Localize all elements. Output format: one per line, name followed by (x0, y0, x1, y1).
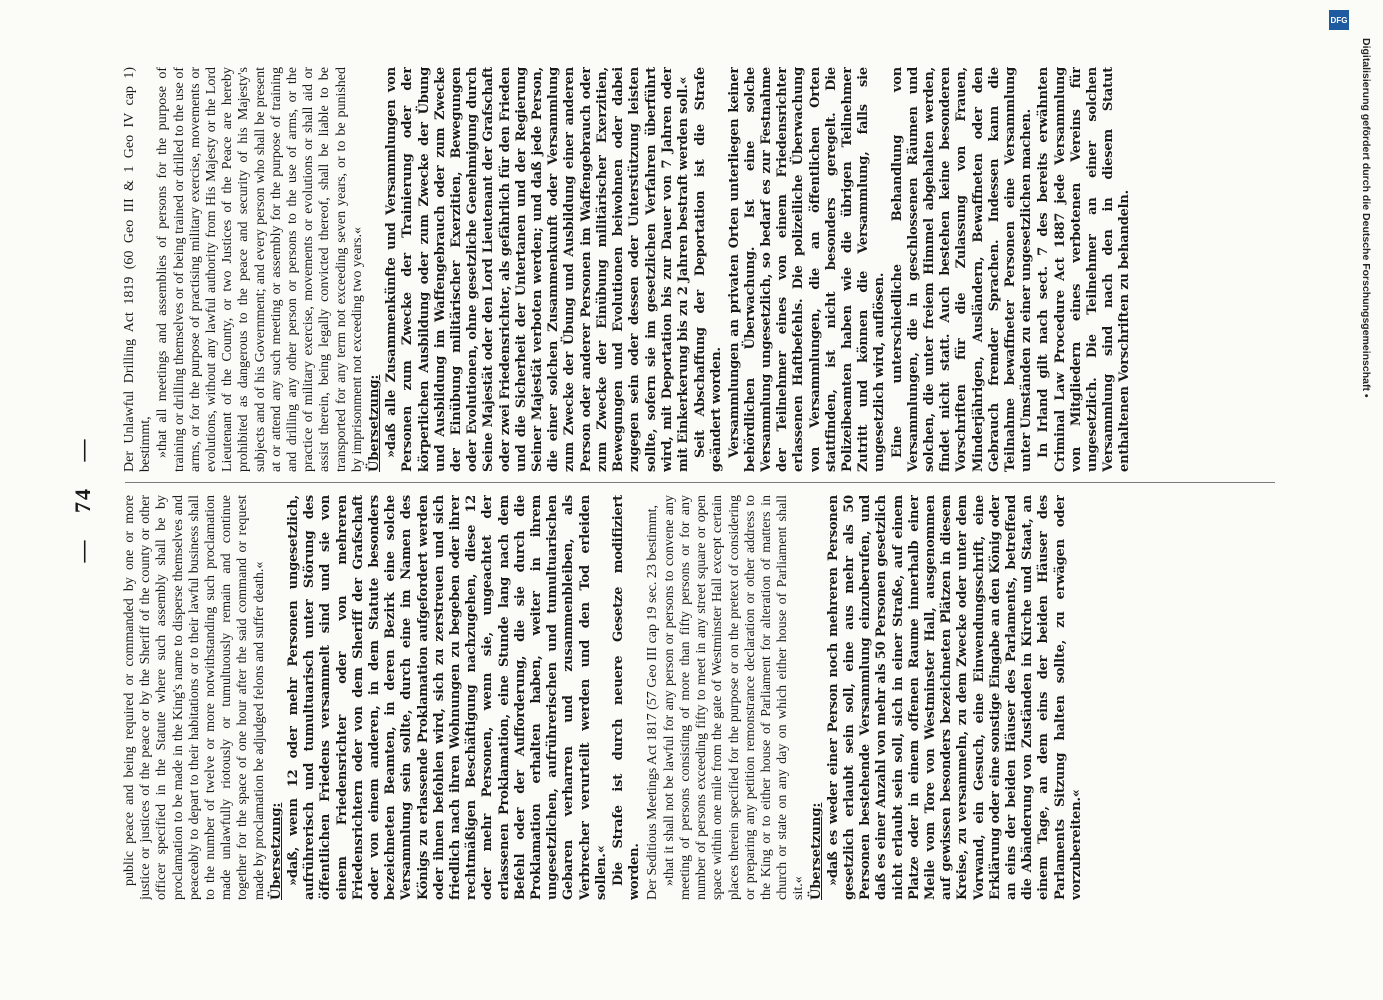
header-dash-left: — (70, 538, 95, 563)
page-header (70, 0, 110, 1000)
header-dash-right: — (70, 437, 95, 462)
column-divider (125, 482, 1275, 483)
translation-label: Übersetzung: (808, 802, 824, 900)
dfg-logo-text: DFG (1330, 15, 1348, 25)
page-number: 74 (70, 487, 95, 513)
text-paragraph: public peace and being required or commanded by one or more justice or justices of the peace or by the Sheriff of the county or other officer specified in the Statute where such assembly shall be by proclamation to be made in the King's name to disperse themselves and peaceably to depart to their habitations or to their lawful business shall to the number of twelve or more notwithstanding such proclamation made unlawfully riotously or tumultuously remain and continue together for the space of one hour after the said command or request made by proclamation be adjudged felons and suffer death.« (122, 495, 267, 900)
left-column (122, 495, 1282, 900)
text-paragraph: In Irland gilt nach sect. 7 des bereits erwähnten Criminal Law Procedure Act 1887 jede Versammlung von Mitgliedern eines verbotenen Vereins für ungesetzlich. Die Teilnehmer an einer solchen Versammlung sind nach den in diesem Statut enthaltenen Vorschriften zu behandeln. (1036, 67, 1133, 472)
text-paragraph: Versammlungen an privaten Orten unterliegen keiner behördlichen Überwachung. Ist eine solche Versammlung ungesetzlich, so bedarf es zur Festnahme der Teilnehmer eines von einem Friedensrichter erlassenen Haftbefehls. Die polizeiliche Überwachung von Versammlungen, die an öffentlichen Orten stattfinden, ist nicht besonders geregelt. Die Polizeibeamten haben wie die übrigen Teilnehmer Zutritt und können die Versammlung, falls sie ungesetzlich wird, auflösen. (726, 67, 888, 472)
text-paragraph: »daß, wenn 12 oder mehr Personen ungesetzlich, aufrührerisch und tumultuarisch unter Störung des öffentlichen Friedens versammelt sind und sie von einem Friedensrichter oder von mehreren Friedensrichtern oder von dem Sheriff der Grafschaft oder von einem anderen, in dem Statute besonders bezeichneten Beamten, in deren Bezirk eine solche Versammlung sein sollte, durch eine im Namen des Königs zu erlassende Proklamation aufgefordert werden oder ihnen befohlen wird, sich zu zerstreuen und sich friedlich nach ihren Wohnungen zu begeben oder ihrer rechtmäßigen Beschäftigung nachzugehen, diese 12 oder mehr Personen, wenn sie, ungeachtet der erlassenen Proklamation, eine Stunde lang nach dem Befehl oder der Aufforderung, die sie durch die Proklamation erhalten haben, weiter in ihrem ungesetzlichen, aufrührerischen und tumultuarischen Gebaren verharren und zusammenbleiben, als Verbrecher verurteilt werden und den Tod erleiden sollen.« (286, 495, 609, 900)
text-paragraph: Der Seditious Meetings Act 1817 (57 Geo III cap 19 sec. 23 bestimmt, (644, 504, 660, 900)
text-paragraph: »that all meetings and assemblies of persons for the purpose of training or drilling themselves or of being trained or drilled to the use of arms, or for the purpose of practising military exercise, movements or evolutions, without any lawful authority from His Majesty or the Lord Lieutenant of the County, or two Justices of the Peace are hereby prohibited as dangerous to the peace and security of his Majesty's subjects and of his Government; and every person who shall be present at or attend any such meeting or assembly for the purpose of training and drilling any other person or persons to the use of arms, or the practice of military exercise, movements or evolutions or shall aid or assist therein, being legally convicted thereof, shall be liable to be transported for any term not exceeding seven years, or to be punished by imprisonment not exceeding two years.« (155, 67, 365, 472)
text-paragraph: Eine unterschiedliche Behandlung von Versammlungen, die in geschlossenen Räumen und solchen, die unter freiem Himmel abgehalten werden, findet nicht statt. Auch bestehen keine besonderen Vorschriften für die Zulassung von Frauen, Minderjährigen, Ausländern, Bewaffneten oder den Gebrauch fremder Sprachen. Indessen kann die Teilnahme bewaffneter Personen eine Versammlung unter Umständen zu einer ungesetzlichen machen. (889, 67, 1035, 472)
text-paragraph: »that it shall not be lawful for any person or persons to convene any meeting of persons consisting of more than fifty persons or for any number of persons exceeding fifty to meet in any street square or open space within one mile from the gate of Westminster Hall except certain places therein specified for the purpose or on the pretext of considering or preparing any petition remonstrance declaration or other address to the King or to either house of Parliament for alteration of matters in church or state on any day on which either house of Parliament shall sit.« (661, 495, 807, 900)
text-paragraph: »daß es weder einer Person noch mehreren Personen gesetzlich erlaubt sein soll, eine aus mehr als 50 Personen bestehende Versammlung einzuberufen, und daß es einer Anzahl von mehr als 50 Personen gesetzlich nicht erlaubt sein soll, sich in einer Straße, auf einem Platze oder in einem offenen Raume innerhalb einer Meile vom Tore von Westminster Hall, ausgenommen auf gewissen besonders bezeichneten Plätzen in diesem Kreise, zu versammeln, zu dem Zwecke oder unter dem Vorwand, ein Gesuch, eine Einwendungsschrift, eine Erklärung oder eine sonstige Eingabe an den König oder an eins der beiden Häuser des Parlaments, betreffend die Abänderung von Zuständen in Kirche und Staat, an einem Tage, an dem eins der beiden Häuser des Parlaments Sitzung halten sollte, zu erwägen oder vorzubereiten.« (825, 495, 1084, 900)
translation-label: Übersetzung: (367, 374, 383, 472)
text-paragraph: Die Strafe ist durch neuere Gesetze modifiziert worden. (611, 495, 643, 900)
dfg-logo (1329, 10, 1349, 30)
right-column (122, 67, 1282, 472)
translation-label: Übersetzung: (268, 802, 284, 900)
digitization-note: Digitalisierung gefördert durch die Deutsche Forschungsgemeinschaft • (1360, 38, 1372, 398)
text-paragraph: Der Unlawful Drilling Act 1819 (60 Geo III & 1 Geo IV cap 1) bestimmt, (122, 67, 154, 472)
text-paragraph: »daß alle Zusammenkünfte und Versammlungen von Personen zum Zwecke der Trainierung oder der körperlichen Ausbildung oder zum Zwecke der Übung und Ausbildung im Waffengebrauch oder zum Zwecke der Einübung militärischer Exerzitien, Bewegungen oder Evolutionen, ohne gesetzliche Genehmigung durch Seine Majestät oder den Lord Lieutenant der Grafschaft oder zwei Friedensrichter, als gefährlich für den Frieden und die Sicherheit der Untertanen und der Regierung Seiner Majestät verboten werden; und daß jede Person, die einer solchen Zusammenkunft oder Versammlung zum Zwecke der Übung und Ausbildung einer anderen Person oder anderer Personen im Waffengebrauch oder zum Zwecke der Einübung militärischer Exerzitien, Bewegungen und Evolutionen beiwohnen oder dabei zugegen sein oder dessen oder Unterstützung leisten sollte, sofern sie im gesetzlichen Verfahren überführt wird, mit Deportation bis zur Dauer von 7 Jahren oder mit Einkerkerung bis zu 2 Jahren bestraft werden soll.« (384, 67, 691, 472)
text-paragraph: Seit Abschaffung der Deportation ist die Strafe geändert worden. (693, 67, 725, 472)
